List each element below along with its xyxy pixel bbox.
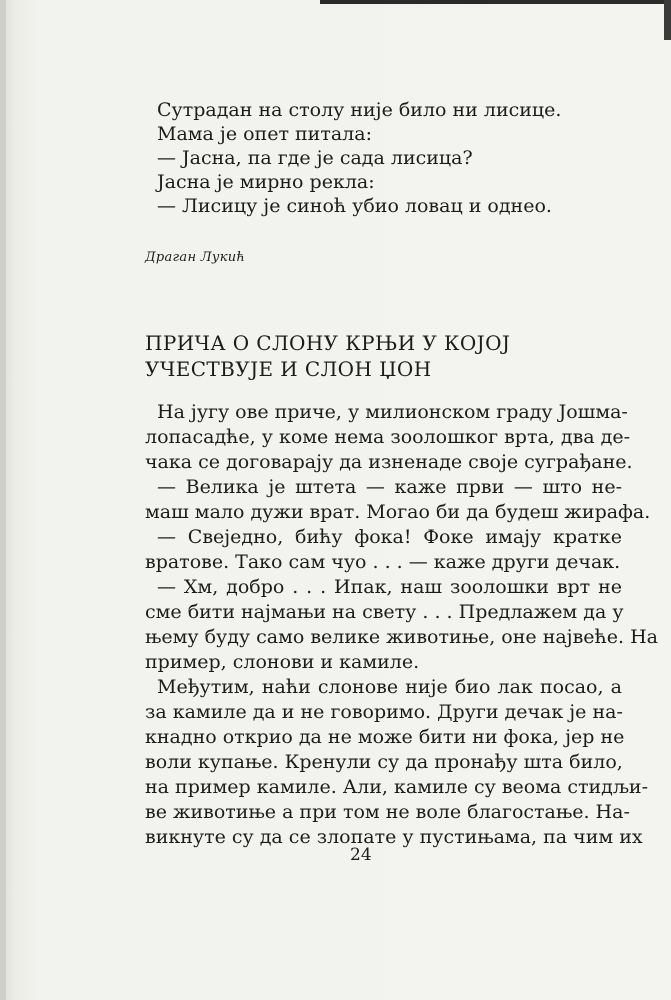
body-line: воли купање. Кренули су да пронађу шта било, (145, 751, 623, 773)
body-line: на пример камиле. Али, камиле су веома стидљи- (145, 776, 648, 798)
scan-edge-top (320, 0, 671, 4)
intro-line: — Лисицу је синоћ убио ловац и однео. (157, 195, 552, 217)
body-line: сме бити најмањи на свету . . . Предлажем да у (145, 601, 624, 623)
intro-line: — Јасна, па где је сада лисица? (157, 147, 473, 169)
body-line: На југу ове приче, у милионском граду Јошма- (157, 401, 628, 423)
intro-line: Мама је опет питала: (157, 123, 372, 145)
scan-edge-right (664, 0, 671, 40)
intro-text (145, 98, 622, 218)
body-line: ве животиње а при том не воле благостање. На- (145, 801, 630, 823)
body-line: чака се договарају да изненаде своје суграђане. (145, 451, 633, 473)
body-line: кнадно открио да не може бити ни фока, јер не (145, 726, 625, 748)
body-line: пример, слонови и камиле. (145, 651, 420, 673)
body-line: лопасадће, у коме нема зоолошког врта, два де- (145, 426, 631, 448)
intro-line: Јасна је мирно рекла: (157, 171, 375, 193)
spine-shadow (0, 0, 6, 1000)
story-title-line: ПРИЧА О СЛОНУ КРЊИ У КОЈОЈ (145, 331, 511, 355)
body-line: вратове. Тако сам чуо . . . — каже други дечак. (145, 551, 621, 573)
body-line: — Велика је штета — каже први — што не- (157, 476, 622, 498)
body-line: викнуте су да се злопате у пустињама, па чим их (145, 826, 643, 848)
body-line: Међутим, наћи слонове није био лак посао, а (157, 676, 622, 698)
body-line: — Хм, добро . . . Ипак, наш зоолошки врт не (157, 576, 622, 598)
story-title-line: УЧЕСТВУЈЕ И СЛОН ЏОН (145, 357, 432, 381)
intro-line: Сутрадан на столу није било ни лисице. (157, 99, 562, 121)
body-line: за камиле да и не говоримо. Други дечак је на- (145, 701, 623, 723)
story-body (145, 400, 658, 848)
body-line: њему буду само велике животиње, оне највеће. На (145, 626, 658, 648)
page-number: 24 (350, 845, 372, 865)
author-signature: Драган Лукић (145, 250, 246, 265)
body-line: — Свеједно, бићу фока! Фоке имају кратке (157, 526, 622, 548)
body-line: маш мало дужи врат. Могао би да будеш жирафа. (145, 501, 651, 523)
